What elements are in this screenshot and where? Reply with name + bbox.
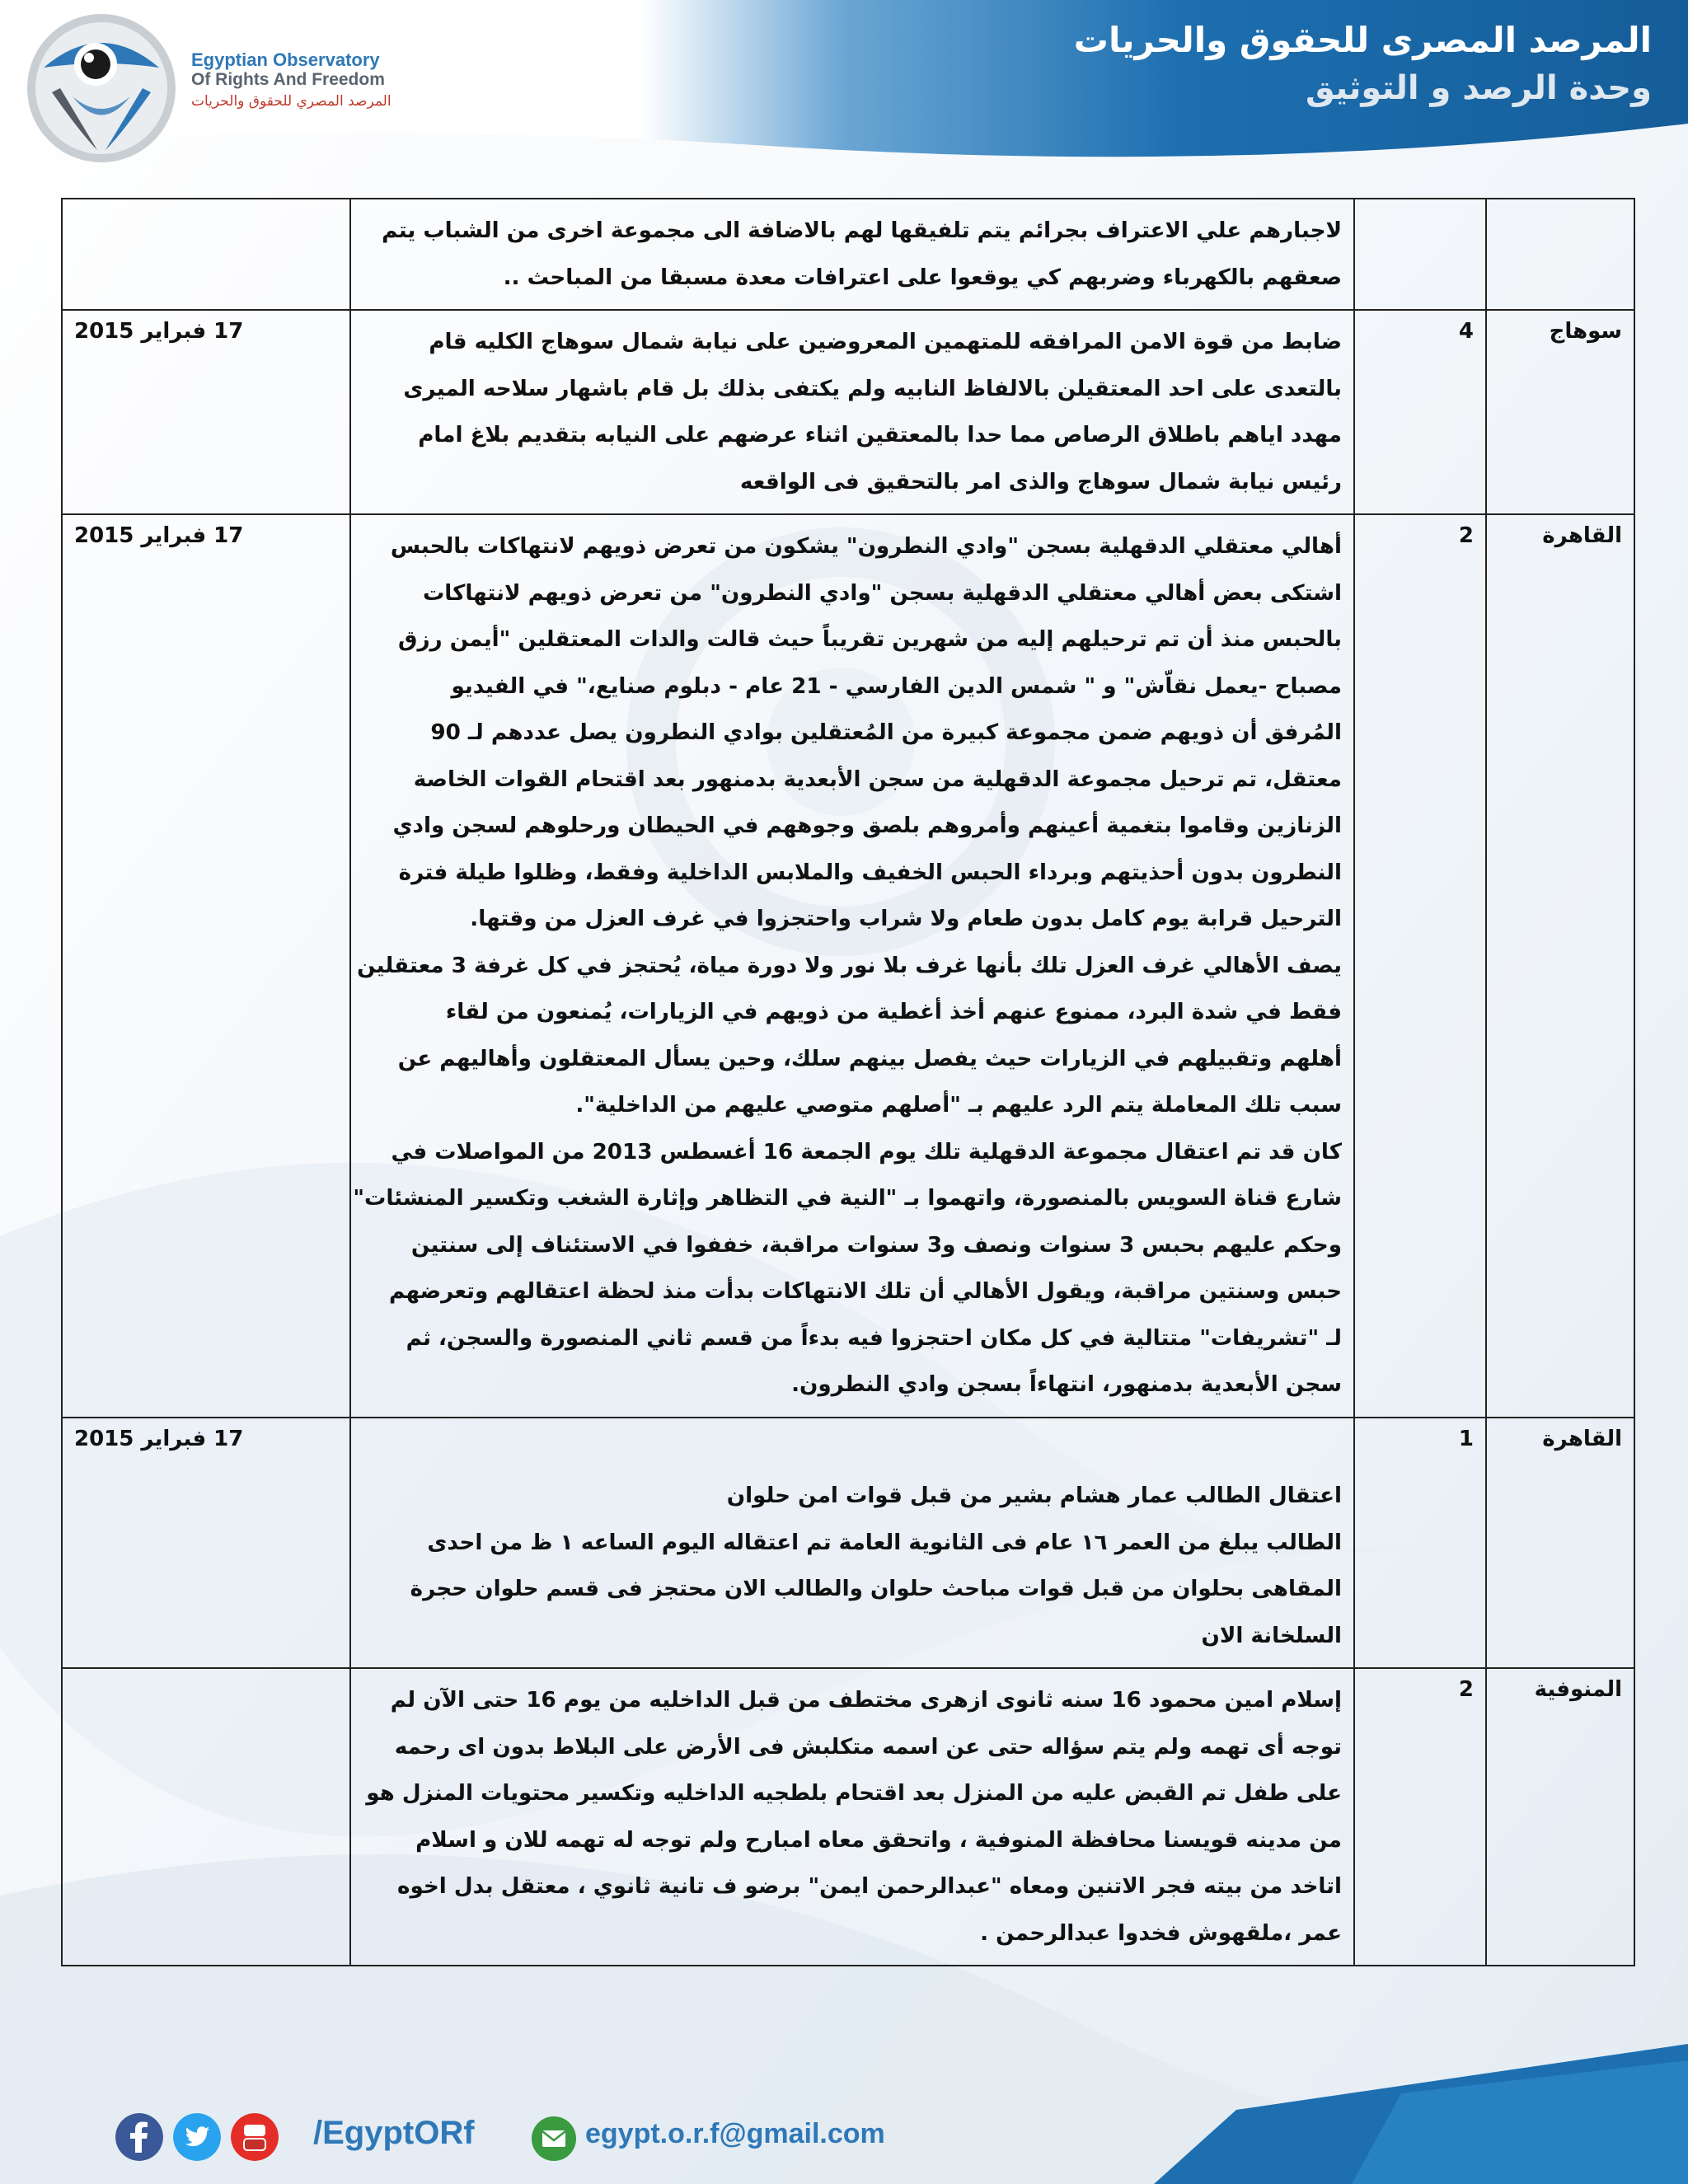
description-line: مصباح -يعمل نقاّش" و " شمس الدين الفارسي - 21 عام - دبلوم صنايع،" في الفيديو [451,673,1342,699]
social-handle[interactable]: /EgyptORf [313,2115,475,2151]
description-line: وحكم عليهم بحبس 3 سنوات ونصف و3 سنوات مراقبة، خففوا في الاستئناف إلى سنتين [410,1232,1342,1258]
governorate-cell: القاهرة [1486,1418,1634,1669]
table-row [62,514,1634,1418]
governorate-cell [1486,199,1634,310]
description-line: عمر ،ملقهوش فخدوا عبدالرحمن . [980,1920,1342,1946]
table-row [62,1418,1634,1669]
description-line: لـ "تشريفات" متتالية في كل مكان احتجزوا فيه بدءاً من قسم ثاني المنصورة والسجن، ثم [406,1325,1342,1351]
description-line: رئيس نيابة شمال سوهاج والذى امر بالتحقيق فى الواقعه [739,469,1342,494]
logo-title-arabic: المرصد المصري للحقوق والحريات [191,93,392,110]
description-line: لاجبارهم علي الاعتراف بجرائم يتم تلفيقها لهم بالاضافة الى مجموعة اخرى من الشباب يتم [382,218,1342,243]
governorate-cell: القاهرة [1486,514,1634,1418]
description-line: يصف الأهالي غرف العزل تلك بأنها غرف بلا نور ولا دورة مياة، يُحتجز في كل غرفة 3 معتقلين [357,953,1342,978]
description-line: أهلهم وتقبيلهم في الزيارات حيث يفصل بينهم سلك، وحين يسأل المعتقلون وأهاليهم عن [397,1046,1342,1071]
governorate-cell: المنوفية [1486,1668,1634,1966]
logo-title-line1: Egyptian Observatory [191,49,380,70]
description-line: سجن الأبعدية بدمنهور، انتهاءاً بسجن وادي النطرون. [791,1372,1342,1397]
governorate-cell: سوهاج [1486,310,1634,514]
description-line: اتاخد من بيته فجر الاتنين ومعاه "عبدالرحمن ايمن" برضو ف تانية ثانوي ، معتقل بدل اخوه [397,1874,1342,1899]
description-line: اعتقال الطالب عمار هشام بشير من قبل قوات امن حلوان [726,1483,1342,1508]
contact-email[interactable]: egypt.o.r.f@gmail.com [585,2118,885,2149]
count-cell: 4 [1354,310,1486,514]
report-table-container [61,198,1622,1966]
description-cell [350,199,1354,310]
organization-logo [23,10,410,166]
logo-title-line2: Of Rights And Freedom [191,70,385,90]
violations-table [61,198,1635,1966]
description-line: سبب تلك المعاملة يتم الرد عليهم بـ "أصلهم متوصي عليهم من الداخلية". [575,1093,1342,1118]
description-line: الترحيل قرابة يوم كامل بدون طعام ولا شراب واحتجزوا في غرف العزل من وقتها. [470,907,1342,931]
date-cell [62,1668,350,1966]
table-row [62,199,1634,310]
description-cell [350,514,1354,1418]
date-cell: 17 فبراير 2015 [62,514,350,1418]
description-line: من مدينه قويسنا محافظة المنوفية ، واتحقق معاه امبارح ولم توجه له تهمه للان و اسلام [415,1827,1342,1853]
description-line: معتقل، تم ترحيل مجموعة الدقهلية من سجن الأبعدية بدمنهور بعد اقتحام القوات الخاصة [413,766,1342,792]
description-line: إسلام امين محمود 16 سنه ثانوى ازهرى مختطف من قبل الداخليه من يوم 16 حتى الآن لم [390,1688,1342,1713]
description-line: المقاهى بحلوان من قبل قوات مباحث حلوان والطالب الان محتجز فى قسم حلوان حجرة [410,1577,1342,1601]
description-cell [350,1668,1354,1966]
description-line: صعقهم بالكهرباء وضربهم كي يوقعوا على اعترافات معدة مسبقا من المباحث .. [503,265,1342,290]
date-cell: 17 فبراير 2015 [62,310,350,514]
facebook-icon[interactable] [115,2113,163,2161]
page-title: المرصد المصرى للحقوق والحريات [1073,20,1652,60]
table-row [62,310,1634,514]
description-line: النطرون بدون أحذيتهم وبرداء الحبس الخفيف والملابس الداخلية وفقط، وظلوا طيلة فترة [398,860,1342,885]
count-cell: 1 [1354,1418,1486,1669]
description-line: على طفل تم القبض عليه من المنزل بعد اقتحام بلطجيه الداخليه وتكسير محتويات المنزل هو [366,1781,1342,1806]
description-line: كان قد تم اعتقال مجموعة الدقهلية تلك يوم الجمعة 16 أغسطس 2013 من المواصلات في [391,1139,1342,1165]
description-line: أهالي معتقلي الدقهلية بسجن "وادي النطرون" يشكون من تعرض ذويهم لانتهاكات بالحبس [390,534,1342,559]
description-line: الطالب يبلغ من العمر ١٦ عام فى الثانوية العامة تم اعتقاله اليوم الساعه ١ ظ من احدى [427,1530,1342,1555]
description-line: توجه أى تهمه ولم يتم سؤاله حتى عن اسمه متكلبش فى الأرض على البلاط بدون اى رحمه [394,1734,1342,1760]
email-icon [532,2116,576,2161]
youtube-icon[interactable] [231,2113,279,2161]
count-cell [1354,199,1486,310]
description-line: السلخانة الان [1201,1623,1342,1648]
count-cell: 2 [1354,1668,1486,1966]
description-line: حبس وسنتين مراقبة، ويقول الأهالي أن تلك الانتهاكات بدأت منذ لحظة اعتقالهم وتعرضهم [388,1279,1342,1304]
description-line: المُرفق أن ذويهم ضمن مجموعة كبيرة من المُعتقلين بوادي النطرون يصل عددهم لـ 90 [430,720,1342,745]
description-cell [350,1418,1354,1669]
description-line: شارع قناة السويس بالمنصورة، واتهموا بـ "النية في التظاهر وإثارة الشغب وتكسير المنشئات" [353,1186,1342,1211]
page-subtitle: وحدة الرصد و التوثيق [1306,68,1652,107]
description-line: بالتعدى على احد المعتقيلن بالالفاظ النابيه ولم يكتفى بذلك بل قام باشهار سلاحه الميرى [403,376,1342,401]
description-line: بالحبس منذ أن تم ترحيلهم إليه من شهرين تقريباً حيث قالت والدات المعتقلين "أيمن رزق [398,627,1342,652]
date-cell: 17 فبراير 2015 [62,1418,350,1669]
description-line: مهدد اياهم باطلاق الرصاص مما حدا بالمعتقين اثناء عرضهم على النيابه بتقديم بلاغ امام [418,423,1342,448]
count-cell: 2 [1354,514,1486,1418]
description-line: اشتكى بعض أهالي معتقلي الدقهلية بسجن "وادي النطرون" من تعرض ذويهم لانتهاكات [422,580,1342,606]
table-row [62,1668,1634,1966]
description-line: الزنازين وقاموا بتغمية أعينهم وأمروهم بلصق وجوههم في الحيطان ورحلوهم لسجن وادي [392,813,1342,838]
date-cell [62,199,350,310]
header-titles [910,18,1652,110]
description-line [363,1427,1342,1474]
description-cell [350,310,1354,514]
footer-contact-bar [115,2108,1022,2166]
description-line: ضابط من قوة الامن المرافقه للمتهمين المعروضين على نيابة شمال سوهاج الكليه قام [429,330,1342,354]
description-line: فقط في شدة البرد، ممنوع عنهم أخذ أغطية من ذويهم في الزيارات، يُمنعون من لقاء [445,1000,1342,1024]
twitter-icon[interactable] [173,2113,221,2161]
eye-hands-logo-icon [23,10,180,166]
